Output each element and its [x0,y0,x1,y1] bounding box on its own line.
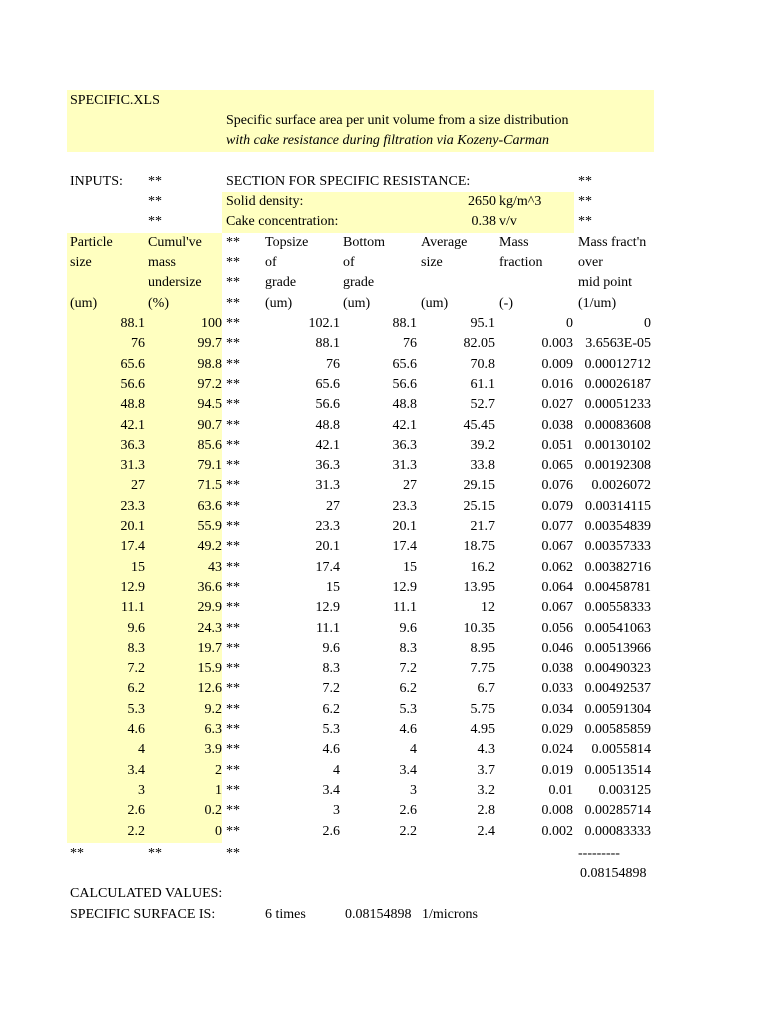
header-c6-line1: Average [421,235,468,250]
table-row [0,334,768,354]
mass-fract-mid-cell: 0.00513514 [584,762,651,778]
table-row [0,558,768,578]
stars-cell: ** [226,579,240,595]
bottom-cell: 42.1 [392,417,417,433]
average-cell: 2.8 [477,803,495,819]
right-stars-1: ** [578,174,592,189]
header-c2-line3: undersize [148,275,202,290]
stars-cell: ** [226,356,240,372]
cumulative-cell[interactable]: 98.8 [197,356,222,372]
bottom-cell: 7.2 [399,661,417,677]
right-stars-3: ** [578,214,592,229]
particle-size-cell[interactable]: 42.1 [120,417,145,433]
cumulative-cell[interactable]: 79.1 [197,458,222,474]
mass-fraction-cell: 0.024 [541,742,573,758]
cumulative-cell[interactable]: 63.6 [197,498,222,514]
bottom-cell: 12.9 [392,579,417,595]
average-cell: 33.8 [470,458,495,474]
stars-cell: ** [226,498,240,514]
stars-cell: ** [226,478,240,494]
stars-cell: ** [226,762,240,778]
mass-fraction-cell: 0.046 [541,640,573,656]
average-cell: 29.15 [463,478,495,494]
particle-size-cell[interactable]: 12.9 [120,579,145,595]
bottom-cell: 5.3 [399,701,417,717]
topsize-cell: 42.1 [315,437,340,453]
topsize-cell: 8.3 [322,661,340,677]
title-line-1: Specific surface area per unit volume from a size distribution [226,113,569,128]
stars-cell: ** [226,640,240,656]
footer-stars-1: ** [70,846,84,861]
cumulative-cell[interactable]: 19.7 [197,640,222,656]
table-row [0,497,768,517]
average-cell: 4.95 [470,722,495,737]
particle-size-cell[interactable]: 20.1 [120,519,145,534]
header-c8-line3: mid point [578,275,633,290]
mass-fract-mid-cell: 0.00558333 [584,600,651,616]
bottom-cell: 2.6 [399,803,417,819]
average-cell: 61.1 [470,376,495,392]
particle-size-cell[interactable]: 48.8 [120,397,145,413]
particle-size-cell[interactable]: 65.6 [120,356,145,372]
stars-cell: ** [226,701,240,717]
table-row [0,740,768,760]
table-row [0,659,768,679]
bottom-cell: 3 [410,782,417,798]
particle-size-cell[interactable]: 8.3 [127,640,145,656]
solid-density-label: Solid density: [226,194,304,209]
cumulative-cell[interactable]: 99.7 [197,336,222,352]
bottom-cell: 27 [403,478,417,494]
topsize-cell: 23.3 [315,519,340,534]
particle-size-cell[interactable]: 31.3 [120,458,145,474]
topsize-cell: 11.1 [316,620,340,636]
mass-fraction-cell: 0.076 [541,478,573,494]
stars-cell: ** [226,437,240,453]
bottom-cell: 20.1 [392,519,417,534]
bottom-cell: 2.2 [399,823,417,839]
header-c3-line2: ** [226,255,240,270]
topsize-cell: 2.6 [322,823,340,839]
topsize-cell: 65.6 [315,376,340,392]
table-row [0,639,768,659]
average-cell: 3.7 [477,762,495,778]
stars-cell: ** [226,336,240,352]
stars-cell: ** [226,620,240,636]
header-c5-line3: grade [343,275,375,290]
table-row [0,801,768,821]
calculated-values-label: CALCULATED VALUES: [70,886,223,901]
cake-conc-value[interactable]: 0.38 [471,214,496,229]
average-cell: 16.2 [470,559,495,575]
particle-size-cell[interactable]: 2.2 [127,823,145,839]
cumulative-cell[interactable]: 24.3 [197,620,222,636]
particle-size-cell[interactable]: 6.2 [127,681,145,697]
particle-size-cell[interactable]: 76 [131,336,145,352]
cumulative-cell[interactable]: 1 [215,782,222,798]
bottom-cell: 6.2 [399,681,417,697]
footer-stars-3: ** [226,846,240,861]
mass-fract-mid-cell: 0.00490323 [584,661,651,677]
topsize-cell: 48.8 [315,417,340,433]
solid-density-unit: kg/m^3 [499,194,542,209]
cumulative-cell[interactable]: 49.2 [197,539,222,555]
cumulative-cell[interactable]: 43 [208,559,222,575]
mass-fract-mid-cell: 0.0055814 [591,742,651,758]
bottom-cell: 76 [403,336,417,352]
mass-fraction-cell: 0.064 [541,579,573,595]
sum-separator: --------- [578,846,620,861]
header-c8-line2: over [578,255,603,270]
mass-fract-mid-cell: 3.6563E-05 [585,336,651,352]
mass-fract-mid-cell: 0.00541063 [584,620,651,636]
average-cell: 95.1 [470,316,495,331]
average-cell: 82.05 [463,336,495,352]
particle-size-cell[interactable]: 3 [138,782,145,798]
cumulative-cell[interactable]: 0 [215,823,222,839]
cumulative-cell[interactable]: 90.7 [197,417,222,433]
cake-conc-label: Cake concentration: [226,214,339,229]
bottom-cell: 4.6 [399,722,417,737]
particle-size-cell[interactable]: 88.1 [120,316,145,331]
specific-surface-label: SPECIFIC SURFACE IS: [70,907,216,922]
topsize-cell: 56.6 [315,397,340,413]
mass-fract-mid-cell: 0.0026072 [591,478,651,494]
stars-cell: ** [226,823,240,839]
table-row [0,578,768,598]
mass-fract-mid-cell: 0.00026187 [584,376,651,392]
table-row [0,822,768,842]
header-c1-line2: size [70,255,92,270]
average-cell: 3.2 [477,782,495,798]
bottom-cell: 31.3 [392,458,417,474]
particle-size-cell[interactable]: 4 [138,742,145,758]
mass-fract-mid-cell: 0.00012712 [584,356,651,372]
average-cell: 45.45 [463,417,495,433]
cumulative-cell[interactable]: 0.2 [204,803,222,819]
cumulative-cell[interactable]: 3.9 [204,742,222,758]
topsize-cell: 102.1 [308,316,340,331]
header-c2-line4: (%) [148,296,169,311]
header-c5-line1: Bottom [343,235,386,250]
stars-cell: ** [226,458,240,474]
mass-fraction-cell: 0.003 [541,336,573,352]
mass-fraction-cell: 0.029 [541,722,573,737]
cumulative-cell[interactable]: 9.2 [204,701,222,717]
particle-size-cell[interactable]: 11.1 [121,600,145,616]
header-c6-line4: (um) [421,296,449,311]
table-row [0,537,768,557]
file-name: SPECIFIC.XLS [70,93,160,108]
mass-fraction-cell: 0.019 [541,762,573,778]
bottom-cell: 9.6 [399,620,417,636]
header-c4-line1: Topsize [265,235,309,250]
mass-fraction-cell: 0.067 [541,539,573,555]
mass-fract-mid-cell: 0.00083608 [584,417,651,433]
particle-size-cell[interactable]: 23.3 [120,498,145,514]
stars-cell: ** [226,742,240,758]
average-cell: 8.95 [470,640,495,656]
average-cell: 13.95 [463,579,495,595]
inputs-stars-3: ** [148,214,162,229]
cumulative-cell[interactable]: 100 [201,316,222,331]
header-c7-line2: fraction [499,255,543,270]
mass-fraction-cell: 0.067 [541,600,573,616]
footer-stars-2: ** [148,846,162,861]
average-cell: 6.7 [477,681,495,697]
cumulative-cell[interactable]: 71.5 [197,478,222,494]
mass-fract-mid-cell: 0.00051233 [584,397,651,413]
topsize-cell: 4.6 [322,742,340,758]
table-row [0,679,768,699]
cumulative-cell[interactable]: 29.9 [197,600,222,616]
mass-fraction-cell: 0.034 [541,701,573,717]
bottom-cell: 3.4 [399,762,417,778]
particle-size-cell[interactable]: 15 [131,559,145,575]
bottom-cell: 17.4 [392,539,417,555]
table-row [0,314,768,334]
topsize-cell: 36.3 [315,458,340,474]
header-c7-line1: Mass [499,235,529,250]
specific-surface-unit: 1/microns [422,907,478,922]
mass-fract-mid-cell: 0.00585859 [584,722,651,737]
stars-cell: ** [226,397,240,413]
bottom-cell: 48.8 [392,397,417,413]
stars-cell: ** [226,661,240,677]
particle-size-cell[interactable]: 27 [131,478,145,494]
average-cell: 7.75 [470,661,495,677]
mass-fract-mid-cell: 0.00382716 [584,559,651,575]
header-c8-line4: (1/um) [578,296,617,311]
particle-size-cell[interactable]: 3.4 [127,762,145,778]
mass-fraction-cell: 0.077 [541,519,573,534]
topsize-cell: 31.3 [315,478,340,494]
table-row [0,781,768,801]
bottom-cell: 11.1 [393,600,417,616]
bottom-cell: 88.1 [392,316,417,331]
bottom-cell: 15 [403,559,417,575]
stars-cell: ** [226,417,240,433]
average-cell: 12 [481,600,495,616]
mass-fraction-cell: 0.008 [541,803,573,819]
table-row [0,436,768,456]
particle-size-cell[interactable]: 9.6 [127,620,145,636]
table-row [0,700,768,720]
mass-fract-mid-cell: 0 [644,316,651,331]
header-c4-line2: of [265,255,277,270]
inputs-stars-1: ** [148,174,162,189]
cumulative-cell[interactable]: 2 [215,762,222,778]
mass-fract-mid-cell: 0.00314115 [585,498,651,514]
header-c3-line4: ** [226,296,240,311]
bottom-cell: 8.3 [399,640,417,656]
table-row [0,720,768,740]
cumulative-cell[interactable]: 15.9 [197,661,222,677]
average-cell: 4.3 [477,742,495,758]
bottom-cell: 65.6 [392,356,417,372]
mass-fract-mid-cell: 0.00130102 [584,437,651,453]
average-cell: 18.75 [463,539,495,555]
mass-fract-mid-cell: 0.00357333 [584,539,651,555]
header-c3-line1: ** [226,235,240,250]
mass-fraction-cell: 0.079 [541,498,573,514]
header-c8-line1: Mass fract'n [578,235,647,250]
table-row [0,598,768,618]
mass-fract-mid-cell: 0.00492537 [584,681,651,697]
mass-fraction-cell: 0.01 [548,782,573,798]
sum-total: 0.08154898 [580,866,647,881]
mass-fraction-cell: 0.038 [541,417,573,433]
header-c4-line4: (um) [265,296,293,311]
inputs-stars-2: ** [148,194,162,209]
bottom-cell: 56.6 [392,376,417,392]
stars-cell: ** [226,539,240,555]
mass-fraction-cell: 0.033 [541,681,573,697]
header-c5-line2: of [343,255,355,270]
cumulative-cell[interactable]: 6.3 [204,722,222,737]
topsize-cell: 12.9 [315,600,340,616]
header-c3-line3: ** [226,275,240,290]
topsize-cell: 17.4 [315,559,340,575]
stars-cell: ** [226,782,240,798]
topsize-cell: 7.2 [322,681,340,697]
mass-fraction-cell: 0.062 [541,559,573,575]
particle-size-cell[interactable]: 7.2 [127,661,145,677]
topsize-cell: 20.1 [315,539,340,555]
table-row [0,761,768,781]
cumulative-cell[interactable]: 12.6 [197,681,222,697]
cumulative-cell[interactable]: 94.5 [197,397,222,413]
topsize-cell: 3.4 [322,782,340,798]
topsize-cell: 3 [333,803,340,819]
topsize-cell: 76 [326,356,340,372]
header-c4-line3: grade [265,275,297,290]
mass-fraction-cell: 0.038 [541,661,573,677]
average-cell: 25.15 [463,498,495,514]
header-c6-line2: size [421,255,443,270]
average-cell: 39.2 [470,437,495,453]
title-line-2: with cake resistance during filtration via Kozeny-Carman [226,133,550,148]
mass-fract-mid-cell: 0.00458781 [584,579,651,595]
topsize-cell: 9.6 [322,640,340,656]
table-row [0,395,768,415]
mass-fract-mid-cell: 0.00192308 [584,458,651,474]
cumulative-cell[interactable]: 55.9 [197,519,222,534]
stars-cell: ** [226,600,240,616]
topsize-cell: 4 [333,762,340,778]
stars-cell: ** [226,559,240,575]
topsize-cell: 6.2 [322,701,340,717]
particle-size-cell[interactable]: 2.6 [127,803,145,819]
mass-fract-mid-cell: 0.00354839 [584,519,651,534]
header-c2-line1: Cumul've [148,235,202,250]
mass-fract-mid-cell: 0.00513966 [584,640,651,656]
particle-size-cell[interactable]: 36.3 [120,437,145,453]
table-row [0,456,768,476]
stars-cell: ** [226,722,240,737]
table-row [0,476,768,496]
header-c7-line4: (-) [499,296,513,311]
particle-size-cell[interactable]: 56.6 [120,376,145,392]
cumulative-cell[interactable]: 36.6 [197,579,222,595]
bottom-cell: 23.3 [392,498,417,514]
mass-fract-mid-cell: 0.00591304 [584,701,651,717]
right-stars-2: ** [578,194,592,209]
topsize-cell: 15 [326,579,340,595]
average-cell: 5.75 [470,701,495,717]
particle-size-cell[interactable]: 4.6 [127,722,145,737]
table-row [0,375,768,395]
mass-fract-mid-cell: 0.003125 [598,782,651,798]
mass-fraction-cell: 0.002 [541,823,573,839]
bottom-cell: 4 [410,742,417,758]
specific-surface-value: 0.08154898 [345,907,412,922]
bottom-cell: 36.3 [392,437,417,453]
mass-fract-mid-cell: 0.00285714 [584,803,651,819]
mass-fraction-cell: 0.016 [541,376,573,392]
header-c1-line4: (um) [70,296,98,311]
topsize-cell: 5.3 [322,722,340,737]
section-label: SECTION FOR SPECIFIC RESISTANCE: [226,174,471,189]
table-row [0,355,768,375]
particle-size-cell[interactable]: 5.3 [127,701,145,717]
stars-cell: ** [226,376,240,392]
stars-cell: ** [226,681,240,697]
mass-fraction-cell: 0.027 [541,397,573,413]
mass-fraction-cell: 0 [566,316,573,331]
mass-fract-mid-cell: 0.00083333 [584,823,651,839]
table-row [0,619,768,639]
specific-surface-times: 6 times [265,907,306,922]
mass-fraction-cell: 0.051 [541,437,573,453]
table-row [0,416,768,436]
topsize-cell: 27 [326,498,340,514]
average-cell: 70.8 [470,356,495,372]
average-cell: 52.7 [470,397,495,413]
table-row [0,517,768,537]
particle-size-cell[interactable]: 17.4 [120,539,145,555]
mass-fraction-cell: 0.056 [541,620,573,636]
topsize-cell: 88.1 [315,336,340,352]
cake-conc-unit: v/v [499,214,517,229]
header-c2-line2: mass [148,255,176,270]
inputs-label: INPUTS: [70,174,123,189]
average-cell: 10.35 [463,620,495,636]
solid-density-value[interactable]: 2650 [468,194,496,209]
mass-fraction-cell: 0.065 [541,458,573,474]
mass-fraction-cell: 0.009 [541,356,573,372]
stars-cell: ** [226,519,240,534]
stars-cell: ** [226,803,240,819]
header-c1-line1: Particle [70,235,113,250]
average-cell: 2.4 [477,823,495,839]
cumulative-cell[interactable]: 85.6 [197,437,222,453]
stars-cell: ** [226,316,240,331]
average-cell: 21.7 [470,519,495,534]
header-c5-line4: (um) [343,296,371,311]
cumulative-cell[interactable]: 97.2 [197,376,222,392]
